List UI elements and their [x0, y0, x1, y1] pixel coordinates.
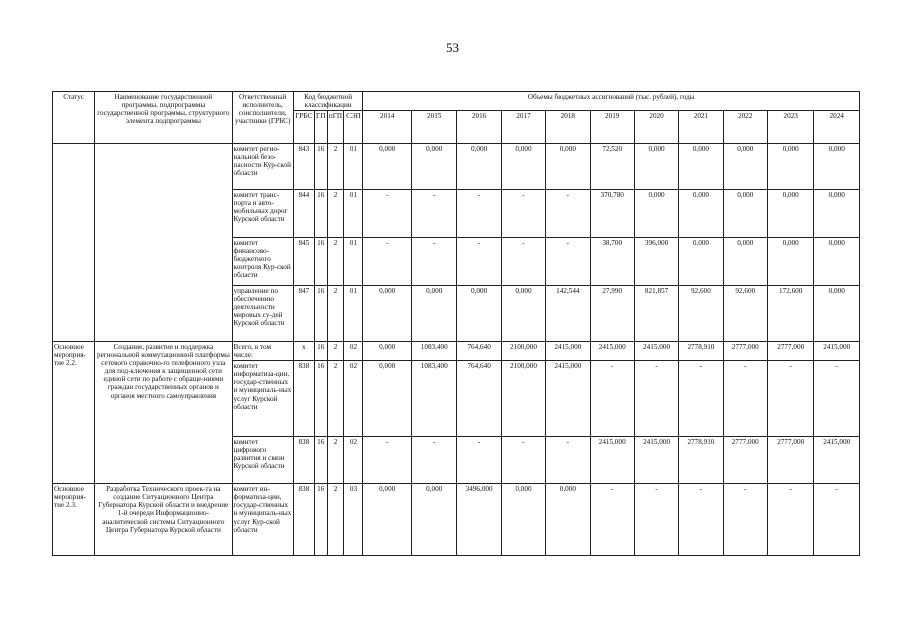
cell-code: 01: [344, 144, 363, 190]
cell-name: Создание, развитие и поддержка региональной коммутационной платформы сетевого справочно-го телефонного узла для под-ключения к защищенной сети единой сети по работе с обраще-ниями граждан государственных органов и органов местного самоуправления: [95, 342, 232, 484]
cell-value: 27,990: [590, 286, 634, 342]
cell-value: 2777,000: [767, 342, 813, 361]
cell-value: 0,000: [679, 238, 723, 286]
cell-value: 0,000: [814, 238, 860, 286]
cell-code: 838: [293, 361, 314, 437]
cell-value: 0,000: [412, 286, 457, 342]
cell-value: 821,857: [634, 286, 678, 342]
cell-value: -: [457, 238, 501, 286]
cell-value: 0,000: [767, 144, 813, 190]
cell-value: 0,000: [679, 190, 723, 238]
header-year: 2021: [679, 111, 723, 144]
cell-value: -: [546, 437, 590, 484]
cell-code: 2: [327, 286, 344, 342]
cell-value: 0,000: [457, 144, 501, 190]
cell-code: 16: [314, 484, 327, 556]
cell-value: -: [363, 437, 412, 484]
cell-code: 16: [314, 190, 327, 238]
cell-value: 0,000: [814, 286, 860, 342]
cell-value: -: [723, 484, 767, 556]
cell-value: 2777,000: [767, 437, 813, 484]
cell-value: 2415,000: [590, 437, 634, 484]
cell-value: 172,600: [767, 286, 813, 342]
cell-value: -: [363, 190, 412, 238]
cell-executor: комитет информатиза-ции, государ-ственных и муниципаль-ных услуг Курской области: [232, 361, 293, 437]
cell-value: 0,000: [723, 238, 767, 286]
header-budget-code: Код бюджетной классификации: [293, 92, 363, 111]
cell-value: -: [546, 190, 590, 238]
cell-code: 2: [327, 144, 344, 190]
cell-value: -: [457, 437, 501, 484]
cell-executor: комитет транс-порта и авто-мобильных дорог Курской области: [232, 190, 293, 238]
cell-code: 02: [344, 342, 363, 361]
cell-value: -: [457, 190, 501, 238]
header-volumes: Объемы бюджетных ассигнований (тыс. рублей), годы: [363, 92, 860, 111]
header-name: Наименование государственной программы, подпрограммы государственной программы, структурного элемента подпрограммы: [95, 92, 232, 144]
cell-value: 92,600: [723, 286, 767, 342]
cell-code: 2: [327, 361, 344, 437]
cell-code: 01: [344, 238, 363, 286]
cell-value: 0,000: [814, 144, 860, 190]
cell-code: х: [293, 342, 314, 361]
cell-value: 2100,000: [501, 361, 545, 437]
cell-code: 16: [314, 342, 327, 361]
cell-value: 0,000: [767, 238, 813, 286]
cell-value: 0,000: [501, 286, 545, 342]
cell-value: 0,000: [363, 342, 412, 361]
cell-value: -: [501, 437, 545, 484]
cell-code: 02: [344, 437, 363, 484]
header-year: 2024: [814, 111, 860, 144]
cell-value: 0,000: [723, 190, 767, 238]
header-year: 2016: [457, 111, 501, 144]
cell-value: 0,000: [363, 484, 412, 556]
cell-value: -: [634, 361, 678, 437]
cell-value: 1083,400: [412, 361, 457, 437]
cell-value: 38,700: [590, 238, 634, 286]
cell-code: 2: [327, 437, 344, 484]
cell-value: 0,000: [814, 190, 860, 238]
cell-value: 1083,400: [412, 342, 457, 361]
cell-name: Разработка Технического проек-та на создание Ситуационного Центра Губернатора Курской области и внедрение 1-й очереди Информационно-аналитической системы Ситуационного Центра Губернатора Курской области: [95, 484, 232, 556]
cell-code: 01: [344, 286, 363, 342]
cell-value: 2415,000: [814, 437, 860, 484]
table-row: [53, 484, 860, 556]
cell-value: 0,000: [679, 144, 723, 190]
cell-value: 0,000: [457, 286, 501, 342]
cell-code: 843: [293, 144, 314, 190]
cell-value: 0,000: [363, 144, 412, 190]
cell-value: 0,000: [634, 190, 678, 238]
cell-code: 2: [327, 342, 344, 361]
cell-code: 844: [293, 190, 314, 238]
cell-value: 0,000: [723, 144, 767, 190]
cell-value: -: [679, 361, 723, 437]
cell-code: 16: [314, 361, 327, 437]
cell-value: 2415,000: [546, 342, 590, 361]
cell-code: 16: [314, 144, 327, 190]
page-number: 53: [446, 40, 459, 55]
cell-code: 01: [344, 190, 363, 238]
cell-code: 16: [314, 286, 327, 342]
cell-value: 142,544: [546, 286, 590, 342]
cell-value: -: [501, 238, 545, 286]
cell-value: 2778,910: [679, 342, 723, 361]
cell-value: 2415,000: [814, 342, 860, 361]
cell-value: 396,000: [634, 238, 678, 286]
cell-value: 0,000: [501, 144, 545, 190]
cell-code: 838: [293, 437, 314, 484]
cell-value: -: [634, 484, 678, 556]
cell-value: -: [412, 437, 457, 484]
cell-value: -: [723, 361, 767, 437]
cell-value: 0,000: [412, 484, 457, 556]
header-year: 2022: [723, 111, 767, 144]
cell-value: 0,000: [501, 484, 545, 556]
header-status: Статус: [53, 92, 95, 144]
cell-value: 764,640: [457, 361, 501, 437]
cell-code: 02: [344, 361, 363, 437]
header-year: 2017: [501, 111, 545, 144]
cell-code: 2: [327, 238, 344, 286]
cell-executor: Всего, в том числе:: [232, 342, 293, 361]
cell-executor: комитет ин-форматиза-ции, государ-ственных и муниципаль-ных услуг Кур-ской области: [232, 484, 293, 556]
cell-value: 0,000: [546, 484, 590, 556]
cell-value: -: [814, 484, 860, 556]
header-year: 2020: [634, 111, 678, 144]
cell-value: 2777,000: [723, 437, 767, 484]
cell-value: 2778,910: [679, 437, 723, 484]
header-year: 2023: [767, 111, 813, 144]
cell-value: -: [412, 238, 457, 286]
cell-value: 2415,000: [590, 342, 634, 361]
cell-value: 2415,000: [634, 342, 678, 361]
cell-code: 16: [314, 437, 327, 484]
header-year: 2018: [546, 111, 590, 144]
cell-value: 0,000: [767, 190, 813, 238]
cell-code: 2: [327, 484, 344, 556]
cell-value: 2777,000: [723, 342, 767, 361]
cell-executor: комитет регио-нальной безо-пасности Кур-ской области: [232, 144, 293, 190]
header-year: 2014: [363, 111, 412, 144]
header-year: 2019: [590, 111, 634, 144]
header-code-gp: ГП: [314, 111, 327, 144]
cell-value: 0,000: [363, 361, 412, 437]
cell-value: 92,600: [679, 286, 723, 342]
cell-value: 2415,000: [634, 437, 678, 484]
cell-code: 838: [293, 484, 314, 556]
cell-status: [53, 144, 95, 342]
cell-code: 16: [314, 238, 327, 286]
cell-value: -: [363, 238, 412, 286]
table-body: [53, 144, 860, 556]
cell-value: 0,000: [634, 144, 678, 190]
cell-value: -: [546, 238, 590, 286]
cell-status: Основное мероприя-тие 2.2.: [53, 342, 95, 484]
cell-value: 0,000: [412, 144, 457, 190]
cell-code: 03: [344, 484, 363, 556]
cell-code: 845: [293, 238, 314, 286]
header-year: 2015: [412, 111, 457, 144]
cell-value: 2415,000: [546, 361, 590, 437]
cell-executor: комитет цифрового развития и связи Курской области: [232, 437, 293, 484]
cell-value: 370,780: [590, 190, 634, 238]
cell-value: -: [767, 484, 813, 556]
cell-executor: комитет финансово-бюджетного контроля Кур-ской области: [232, 238, 293, 286]
cell-executor: управление по обеспечению деятельности мировых су-дей Курской области: [232, 286, 293, 342]
header-code-sep: СЭП: [344, 111, 363, 144]
header-executor: Ответственный исполнитель, соисполнители, участники (ГРБС): [232, 92, 293, 144]
cell-value: 764,640: [457, 342, 501, 361]
cell-value: -: [590, 361, 634, 437]
cell-value: 72,520: [590, 144, 634, 190]
cell-value: 0,000: [363, 286, 412, 342]
cell-value: 0,000: [546, 144, 590, 190]
cell-value: 3496,000: [457, 484, 501, 556]
budget-table: [52, 91, 860, 556]
cell-status: Основное мероприя-тие 2.3.: [53, 484, 95, 556]
cell-code: 847: [293, 286, 314, 342]
cell-value: 2100,000: [501, 342, 545, 361]
cell-value: -: [412, 190, 457, 238]
cell-value: -: [501, 190, 545, 238]
cell-value: -: [679, 484, 723, 556]
cell-name: [95, 144, 232, 342]
header-code-pgp: пГП: [327, 111, 344, 144]
cell-value: -: [814, 361, 860, 437]
cell-value: -: [590, 484, 634, 556]
table-row: [53, 144, 860, 190]
cell-code: 2: [327, 190, 344, 238]
header-code-grbs: ГРБС: [293, 111, 314, 144]
table-row: [53, 342, 860, 361]
cell-value: -: [767, 361, 813, 437]
